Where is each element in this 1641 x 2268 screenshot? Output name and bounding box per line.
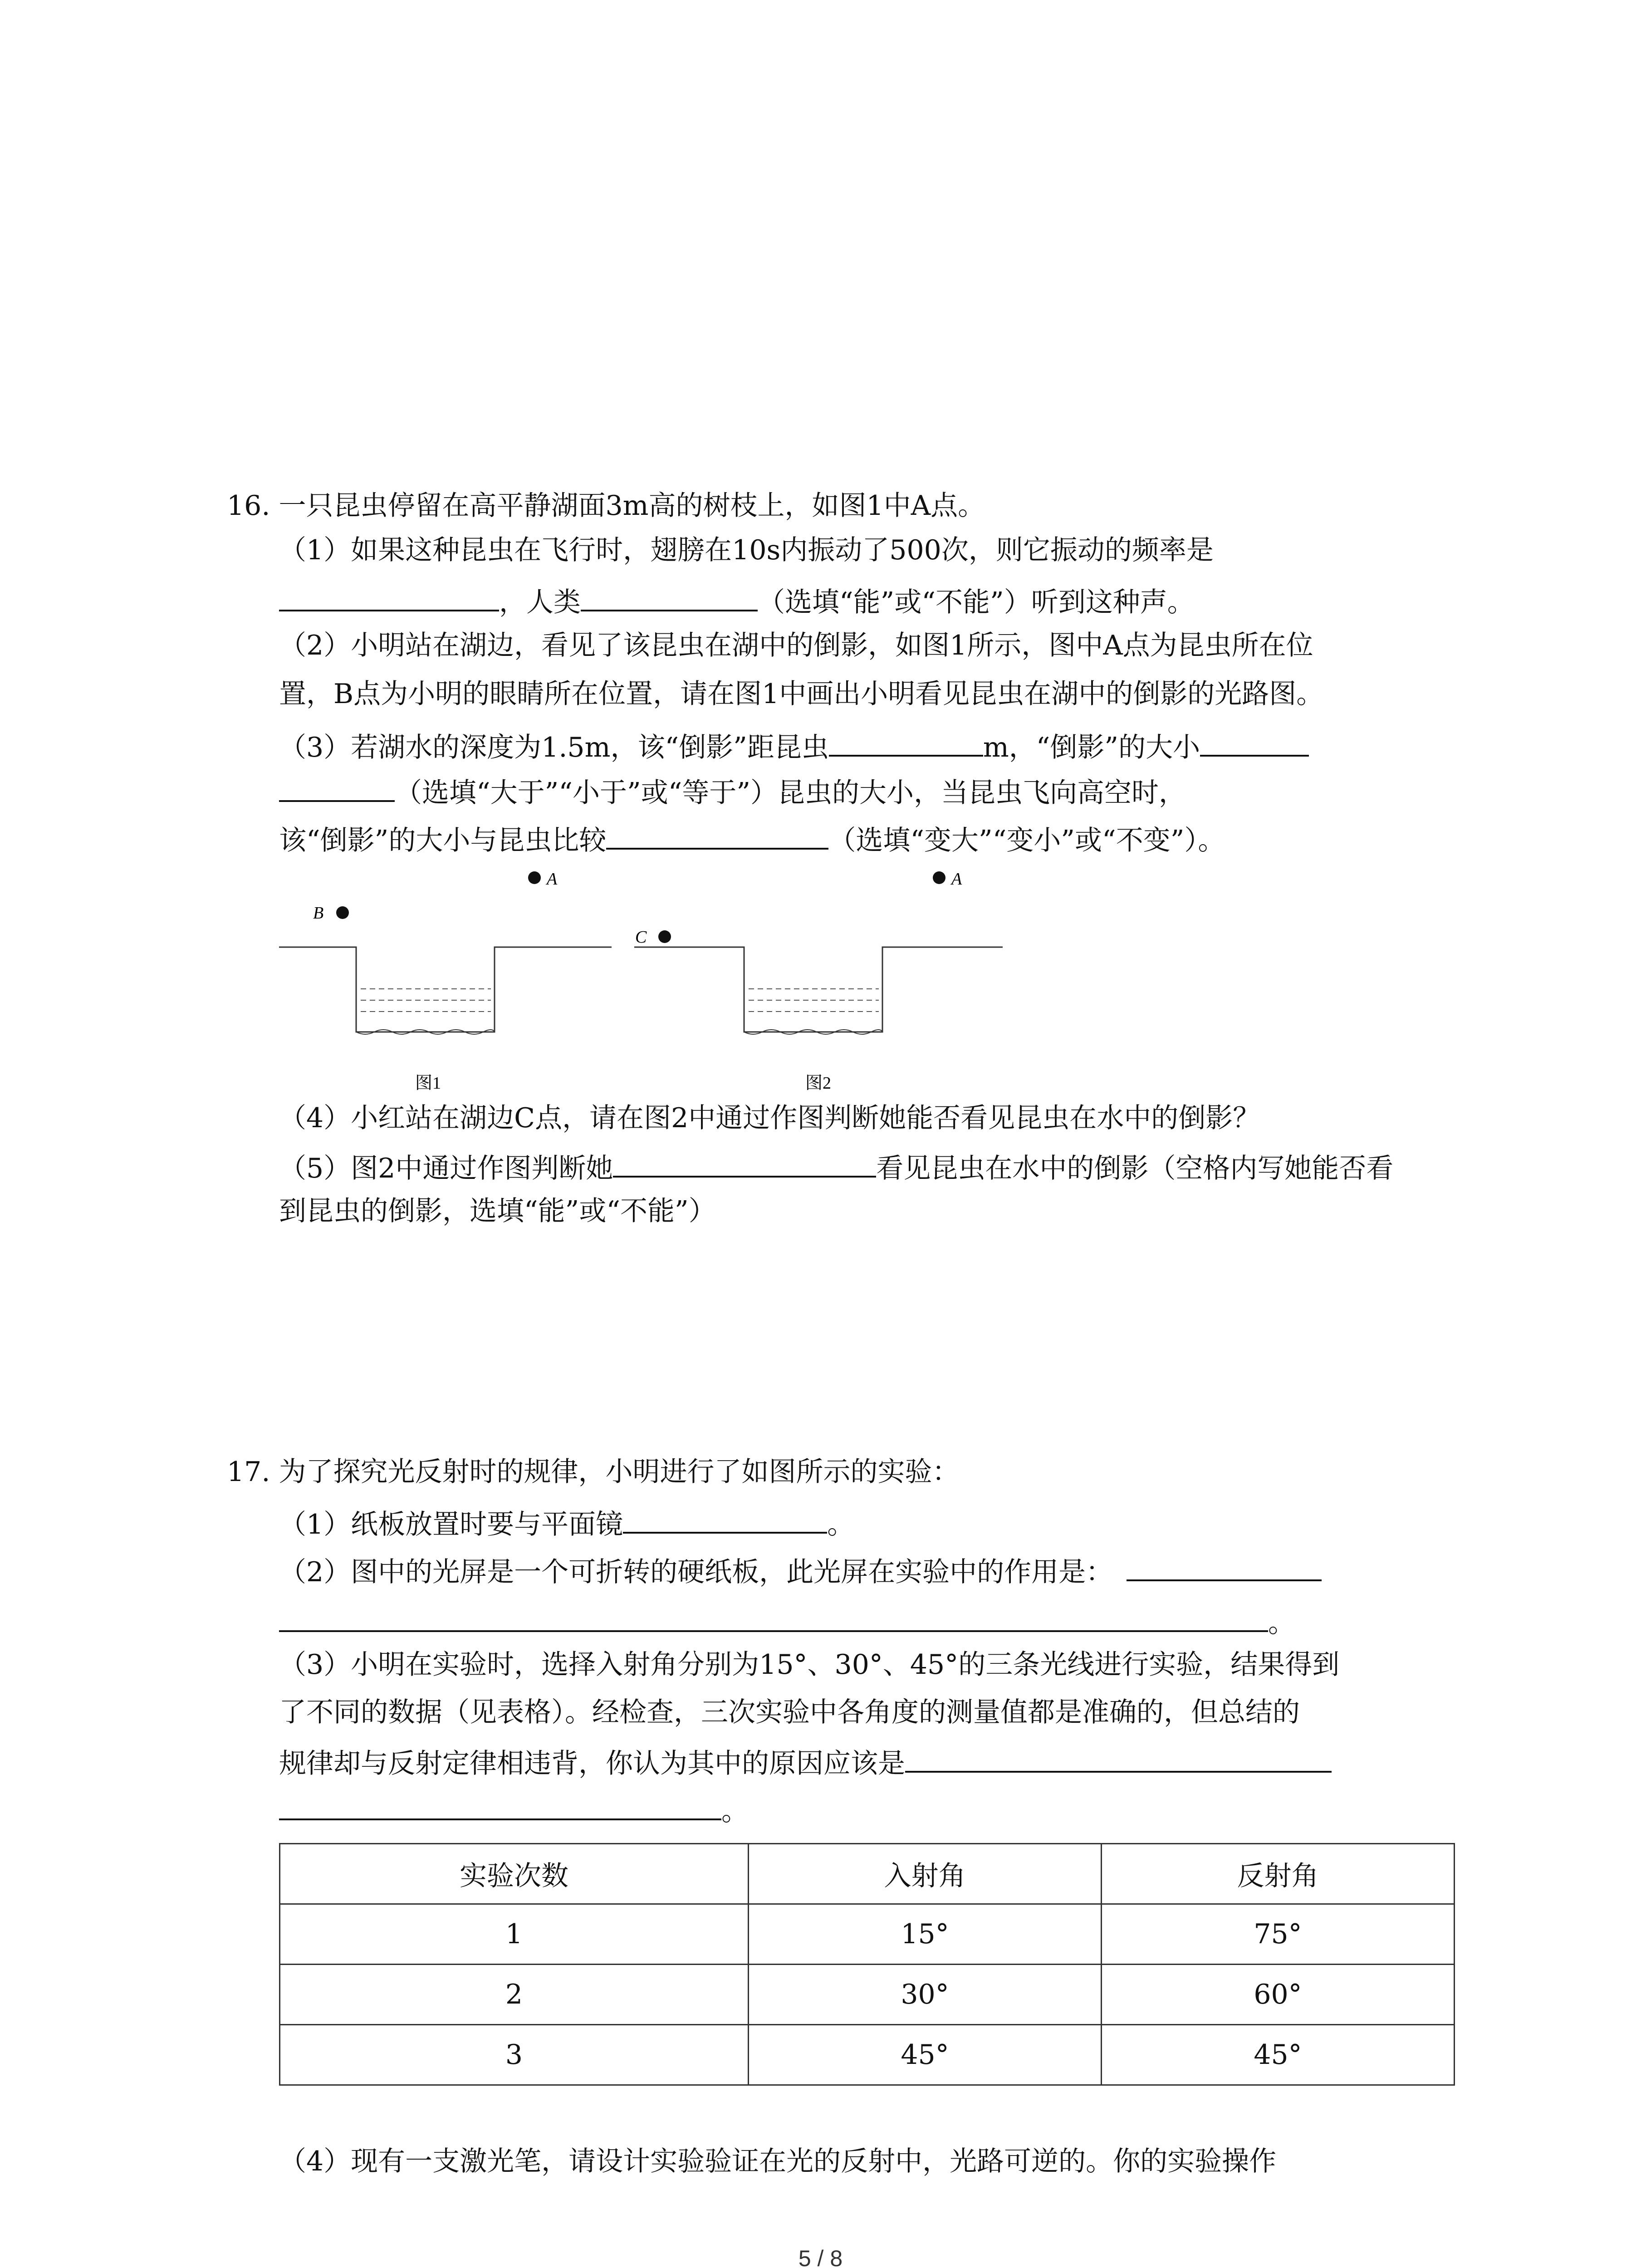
answer-blank-audible[interactable] (581, 585, 758, 611)
table-cell: 60° (1102, 1965, 1455, 2025)
q16-part2-line2: 置，B点为小明的眼睛所在位置，请在图1中画出小明看见昆虫在湖中的倒影的光路图。 (279, 678, 1324, 710)
q16-part5-line2: 到昆虫的倒影，选填“能”或“不能”） (279, 1195, 716, 1227)
point-b-dot (336, 906, 349, 919)
table-cell: 2 (280, 1965, 749, 2025)
answer-blank-screen-role-b[interactable] (279, 1606, 1268, 1632)
point-c-label: C (635, 928, 647, 947)
answer-blank-size-a[interactable] (1200, 730, 1309, 757)
table-cell: 1 (280, 1904, 749, 1965)
point-b-label: B (313, 904, 324, 923)
q16-part3-line1: （3）若湖水的深度为1.5m，该“倒影”距昆虫 m，“倒影”的大小 (279, 730, 1309, 761)
answer-blank-reason-a[interactable] (905, 1746, 1332, 1773)
experiment-table (279, 1843, 1455, 2086)
point-a-label-fig1: A (547, 870, 558, 889)
table-row (280, 2025, 1455, 2085)
q17-part2-line2: 。 (279, 1606, 1295, 1637)
table-cell: 45° (1102, 2025, 1455, 2085)
figure-2-caption: 图2 (805, 1074, 832, 1093)
q17-part3-line4: 。 (279, 1794, 749, 1825)
q17-part3-line2: 了不同的数据（见表格）。经检查，三次实验中各角度的测量值都是准确的，但总结的 (279, 1696, 1300, 1728)
lake-figures (272, 862, 1021, 1098)
q17-part2-line1: （2）图中的光屏是一个可折转的硬纸板，此光屏在实验中的作用是： (279, 1555, 1322, 1586)
answer-blank-screen-role-a[interactable] (1127, 1555, 1322, 1581)
answer-blank-size-b[interactable] (279, 776, 395, 802)
table-cell: 3 (280, 2025, 749, 2085)
answer-blank-placement[interactable] (623, 1507, 827, 1534)
answer-blank-distance[interactable] (829, 730, 983, 757)
q17-part4: （4）现有一支激光笔，请设计实验验证在光的反射中，光路可逆的。你的实验操作 (279, 2146, 1277, 2177)
table-row (280, 1965, 1455, 2025)
point-a-dot-fig2 (933, 871, 945, 884)
q16-part3-line2: （选填“大于”“小于”或“等于”）昆虫的大小，当昆虫飞向高空时， (279, 776, 1186, 807)
page-number: 5 / 8 (798, 2246, 843, 2268)
table-header: 入射角 (749, 1844, 1102, 1904)
table-header-row (280, 1844, 1455, 1904)
table-header: 反射角 (1102, 1844, 1455, 1904)
q16-part1-line2: ，人类 （选填“能”或“不能”）听到这种声。 (279, 585, 1195, 616)
answer-blank-frequency[interactable] (279, 585, 499, 611)
q17-part3-line1: （3）小明在实验时，选择入射角分别为15°、30°、45°的三条光线进行实验，结果得到 (279, 1649, 1340, 1681)
table-cell: 75° (1102, 1904, 1455, 1965)
table-cell: 45° (749, 2025, 1102, 2085)
q16-part5-line1: （5）图2中通过作图判断她 看见昆虫在水中的倒影（空格内写她能否看 (279, 1151, 1393, 1182)
q16-part3-line3: 该“倒影”的大小与昆虫比较 （选填“变大”“变小”或“不变”）。 (279, 823, 1225, 854)
q17-part1: （1）纸板放置时要与平面镜 。 (279, 1507, 854, 1538)
q16-part1-line1: （1）如果这种昆虫在飞行时，翅膀在10s内振动了500次，则它振动的频率是 (279, 534, 1214, 566)
figure-2 (634, 870, 1003, 1093)
table-cell: 15° (749, 1904, 1102, 1965)
q17-part3-line3: 规律却与反射定律相违背，你认为其中的原因应该是 (279, 1746, 1332, 1777)
q16-part4: （4）小红站在湖边C点，请在图2中通过作图判断她能否看见昆虫在水中的倒影？ (279, 1102, 1260, 1134)
figure-1-caption: 图1 (415, 1074, 441, 1093)
table-row (280, 1904, 1455, 1965)
table-cell: 30° (749, 1965, 1102, 2025)
answer-blank-visibility[interactable] (613, 1151, 876, 1178)
q17-intro: 17. 为了探究光反射时的规律，小明进行了如图所示的实验： (227, 1456, 960, 1488)
point-a-label-fig2: A (951, 870, 962, 889)
point-a-dot-fig1 (528, 871, 541, 884)
q16-part2-line1: （2）小明站在湖边，看见了该昆虫在湖中的倒影，如图1所示，图中A点为昆虫所在位 (279, 630, 1313, 661)
answer-blank-reason-b[interactable] (279, 1794, 721, 1820)
answer-blank-change[interactable] (606, 823, 828, 850)
table-header: 实验次数 (280, 1844, 749, 1904)
q16-intro: 16. 一只昆虫停留在高平静湖面3m高的树枝上，如图1中A点。 (227, 490, 985, 522)
point-c-dot (658, 930, 671, 943)
figure-1 (279, 870, 612, 1093)
